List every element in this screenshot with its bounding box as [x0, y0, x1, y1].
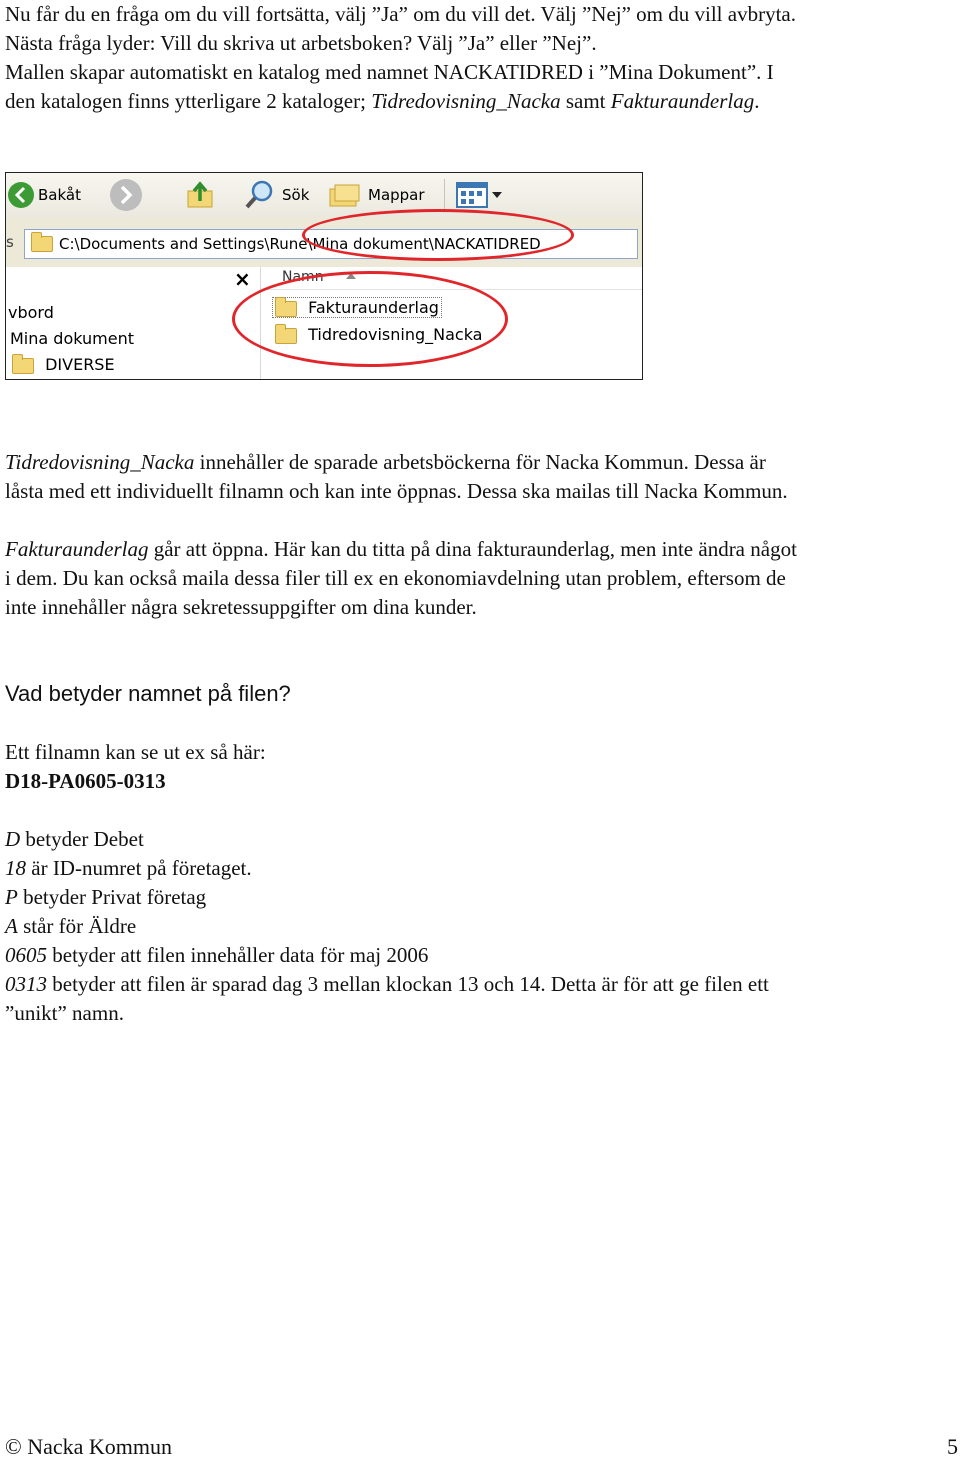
search-button[interactable]	[244, 181, 309, 209]
intro-text: den katalogen finns ytterligare 2 kataloger;	[5, 89, 372, 113]
toolbar-divider	[444, 179, 445, 211]
example-filename: D18-PA0605-0313	[5, 769, 166, 793]
body-text: innehåller de sparade arbetsböckerna för Nacka Kommun. Dessa är	[194, 450, 766, 474]
up-folder-button[interactable]	[186, 181, 216, 209]
address-path: C:\Documents and Settings\Rune\Mina dokument\NACKATIDRED	[59, 235, 541, 253]
folders-button[interactable]	[328, 181, 425, 209]
folder-name-tidredovisning: Tidredovisning_Nacka	[371, 89, 561, 113]
legend-item	[5, 970, 960, 999]
file-item-label: Fakturaunderlag	[308, 298, 439, 317]
folders-label: Mappar	[368, 186, 425, 204]
explorer-screenshot	[5, 172, 643, 380]
section1-line-2: låsta med ett individuellt filnamn och kan inte öppnas. Dessa ska mailas till Nacka Kommun.	[5, 479, 788, 503]
legend-tail: ”unikt” namn.	[5, 1001, 124, 1025]
folder-name-tidredovisning: Tidredovisning_Nacka	[5, 450, 195, 474]
search-label: Sök	[282, 186, 310, 204]
tree-item-label: vbord	[8, 303, 54, 322]
folder-name-fakturaunderlag: Fakturaunderlag	[5, 537, 149, 561]
chevron-down-icon	[492, 192, 502, 198]
legend-item	[5, 941, 960, 970]
page-number: 5	[947, 1434, 958, 1459]
legend-text: betyder att filen är sparad dag 3 mellan klockan 13 och 14. Detta är för att ge filen ett	[47, 972, 769, 996]
legend-item	[5, 883, 960, 912]
back-arrow-icon	[8, 182, 34, 208]
legend-code: 18	[5, 856, 26, 880]
highlight-ring-address	[302, 209, 574, 261]
legend-text: står för Äldre	[17, 914, 137, 938]
close-icon[interactable]: ×	[234, 267, 251, 291]
section2-line-1	[5, 535, 960, 564]
legend-text: betyder att filen innehåller data för maj 2006	[47, 943, 429, 967]
explorer-toolbar	[6, 173, 642, 218]
intro-line-2: Nästa fråga lyder: Vill du skriva ut arbetsboken? Välj ”Ja” eller ”Nej”.	[5, 31, 597, 55]
back-label: Bakåt	[38, 186, 81, 204]
legend-code: 0605	[5, 943, 47, 967]
legend-text: betyder Privat företag	[17, 885, 207, 909]
folder-icon	[12, 358, 34, 374]
back-button[interactable]	[8, 181, 81, 209]
intro-text: .	[754, 89, 760, 113]
legend-text: är ID-numret på företaget.	[26, 856, 252, 880]
intro-line-1: Nu får du en fråga om du vill fortsätta, välj ”Ja” om du vill det. Välj ”Nej” om du vill avbryta.	[5, 2, 796, 26]
example-intro: Ett filnamn kan se ut ex så här:	[5, 740, 266, 764]
tree-item-label: Mina dokument	[10, 329, 134, 348]
legend-item	[5, 912, 960, 941]
address-label: s	[6, 233, 14, 251]
legend-code: A	[5, 914, 18, 938]
search-icon	[244, 180, 276, 210]
folders-icon	[328, 181, 362, 209]
section-heading: Vad betyder namnet på filen?	[5, 681, 291, 706]
legend-text: betyder Debet	[20, 827, 144, 851]
legend-item	[5, 825, 960, 854]
forward-arrow-icon	[110, 179, 142, 211]
forward-button[interactable]	[110, 181, 142, 209]
highlight-ring-folders	[232, 271, 508, 367]
section2-line-3: inte innehåller några sekretessuppgifter om dina kunder.	[5, 595, 477, 619]
column-name-label: Namn	[282, 269, 324, 285]
tree-item[interactable]	[8, 303, 54, 322]
footer-copyright: © Nacka Kommun	[5, 1434, 173, 1459]
legend-code: P	[5, 885, 18, 909]
legend-code: 0313	[5, 972, 47, 996]
body-text: går att öppna. Här kan du titta på dina fakturaunderlag, men inte ändra något	[148, 537, 797, 561]
folder-name-fakturaunderlag: Fakturaunderlag	[610, 89, 755, 113]
views-icon	[456, 182, 488, 208]
intro-line-3: Mallen skapar automatiskt en katalog med namnet NACKATIDRED i ”Mina Dokument”. I	[5, 60, 774, 84]
file-item-label: Tidredovisning_Nacka	[308, 325, 483, 344]
section1-line-1	[5, 448, 960, 477]
legend-item	[5, 854, 960, 883]
tree-item-label: DIVERSE	[45, 355, 115, 374]
views-button[interactable]	[456, 181, 502, 209]
legend-code: D	[5, 827, 21, 851]
up-folder-icon	[186, 181, 216, 209]
section2-line-2: i dem. Du kan också maila dessa filer till ex en ekonomiavdelning utan problem, eftersom de	[5, 566, 786, 590]
tree-item[interactable]	[10, 329, 134, 348]
folder-icon	[31, 236, 53, 252]
intro-line-4	[5, 87, 960, 116]
intro-text: samt	[560, 89, 611, 113]
tree-item[interactable]	[12, 355, 115, 374]
